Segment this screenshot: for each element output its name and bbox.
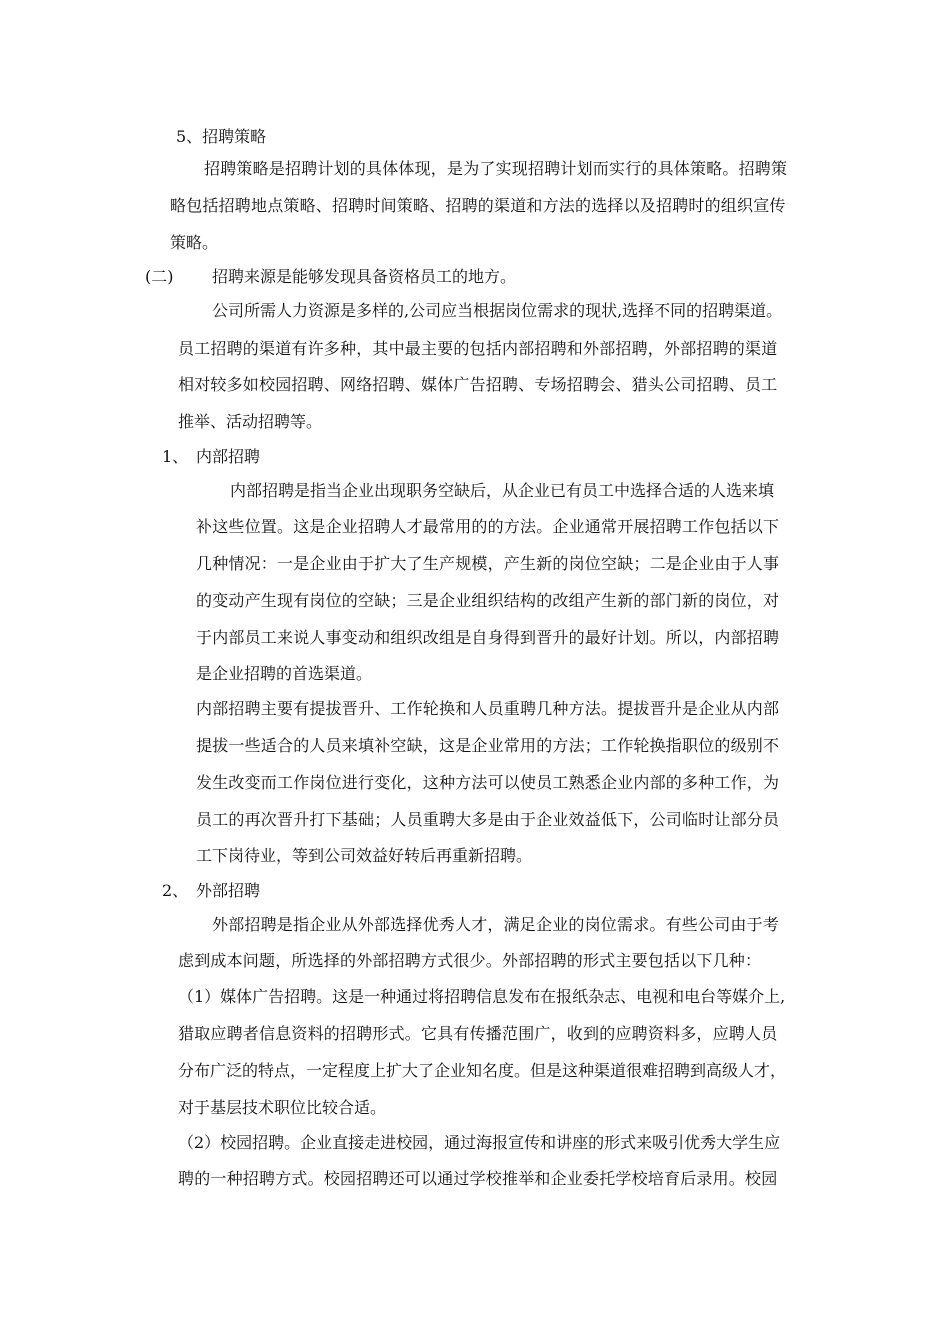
paragraph-line: 推举、活动招聘等。 xyxy=(178,412,323,431)
paragraph-line: 员工的再次晋升打下基础；人员重聘大多是由于企业效益低下，公司临时让部分员 xyxy=(196,810,780,829)
section-marker: (二) xyxy=(145,267,174,286)
paragraph-line: 外部招聘是指企业从外部选择优秀人才，满足企业的岗位需求。有些公司由于考 xyxy=(212,915,780,934)
subsection-number: 2、 xyxy=(162,881,189,900)
section-heading-sources: 招聘来源是能够发现具备资格员工的地方。 xyxy=(212,267,517,286)
paragraph-line: 公司所需人力资源是多样的,公司应当根据岗位需求的现状,选择不同的招聘渠道。 xyxy=(212,301,783,320)
paragraph-line: 几种情况：一是企业由于扩大了生产规模，产生新的岗位空缺；二是企业由于人事 xyxy=(196,554,780,573)
list-item-line: 聘的一种招聘方式。校园招聘还可以通过学校推举和企业委托学校培育后录用。校园 xyxy=(178,1169,778,1188)
paragraph-line: 招聘策略是招聘计划的具体体现，是为了实现招聘计划而实行的具体策略。招聘策 xyxy=(204,159,788,178)
list-item-line: 猎取应聘者信息资料的招聘形式。它具有传播范围广，收到的应聘资料多，应聘人员 xyxy=(178,1024,778,1043)
paragraph-line: 内部招聘主要有提拔晋升、工作轮换和人员重聘几种方法。提拔晋升是企业从内部 xyxy=(196,699,780,718)
paragraph-line: 虑到成本问题，所选择的外部招聘方式很少。外部招聘的形式主要包括以下几种： xyxy=(178,951,762,970)
paragraph-line: 发生改变而工作岗位进行变化，这种方法可以使员工熟悉企业内部的多种工作，为 xyxy=(196,773,780,792)
paragraph-line: 策略。 xyxy=(170,233,219,252)
paragraph-line: 内部招聘是指当企业出现职务空缺后，从企业已有员工中选择合适的人选来填 xyxy=(230,481,775,500)
paragraph-line: 员工招聘的渠道有许多种，其中最主要的包括内部招聘和外部招聘，外部招聘的渠道 xyxy=(178,339,778,358)
paragraph-line: 是企业招聘的首选渠道。 xyxy=(196,664,373,683)
list-item-line: （2）校园招聘。企业直接走进校园，通过海报宣传和讲座的形式来吸引优秀大学生应 xyxy=(178,1133,781,1152)
subsection-heading-external: 外部招聘 xyxy=(196,881,261,900)
paragraph-line: 的变动产生现有岗位的空缺；三是企业组织结构的改组产生新的部门新的岗位，对 xyxy=(196,591,780,610)
subsection-number: 1、 xyxy=(162,447,189,466)
paragraph-line: 相对较多如校园招聘、网络招聘、媒体广告招聘、专场招聘会、猎头公司招聘、员工 xyxy=(178,375,778,394)
section-heading-strategy: 5、招聘策略 xyxy=(176,127,267,146)
paragraph-line: 补这些位置。这是企业招聘人才最常用的的方法。企业通常开展招聘工作包括以下 xyxy=(196,517,780,536)
list-item-line: 对于基层技术职位比较合适。 xyxy=(178,1098,387,1117)
paragraph-line: 于内部员工来说人事变动和组织改组是自身得到晋升的最好计划。所以，内部招聘 xyxy=(196,628,780,647)
subsection-heading-internal: 内部招聘 xyxy=(196,447,261,466)
paragraph-line: 工下岗待业，等到公司效益好转后再重新招聘。 xyxy=(196,846,533,865)
list-item-line: 分布广泛的特点，一定程度上扩大了企业知名度。但是这种渠道很难招聘到高级人才， xyxy=(178,1061,787,1080)
paragraph-line: 提拔一些适合的人员来填补空缺，这是企业常用的方法；工作轮换指职位的级别不 xyxy=(196,736,780,755)
list-item-line: （1）媒体广告招聘。这是一种通过将招聘信息发布在报纸杂志、电视和电台等媒介上, xyxy=(178,987,786,1006)
paragraph-line: 略包括招聘地点策略、招聘时间策略、招聘的渠道和方法的选择以及招聘时的组织宣传 xyxy=(170,196,786,215)
